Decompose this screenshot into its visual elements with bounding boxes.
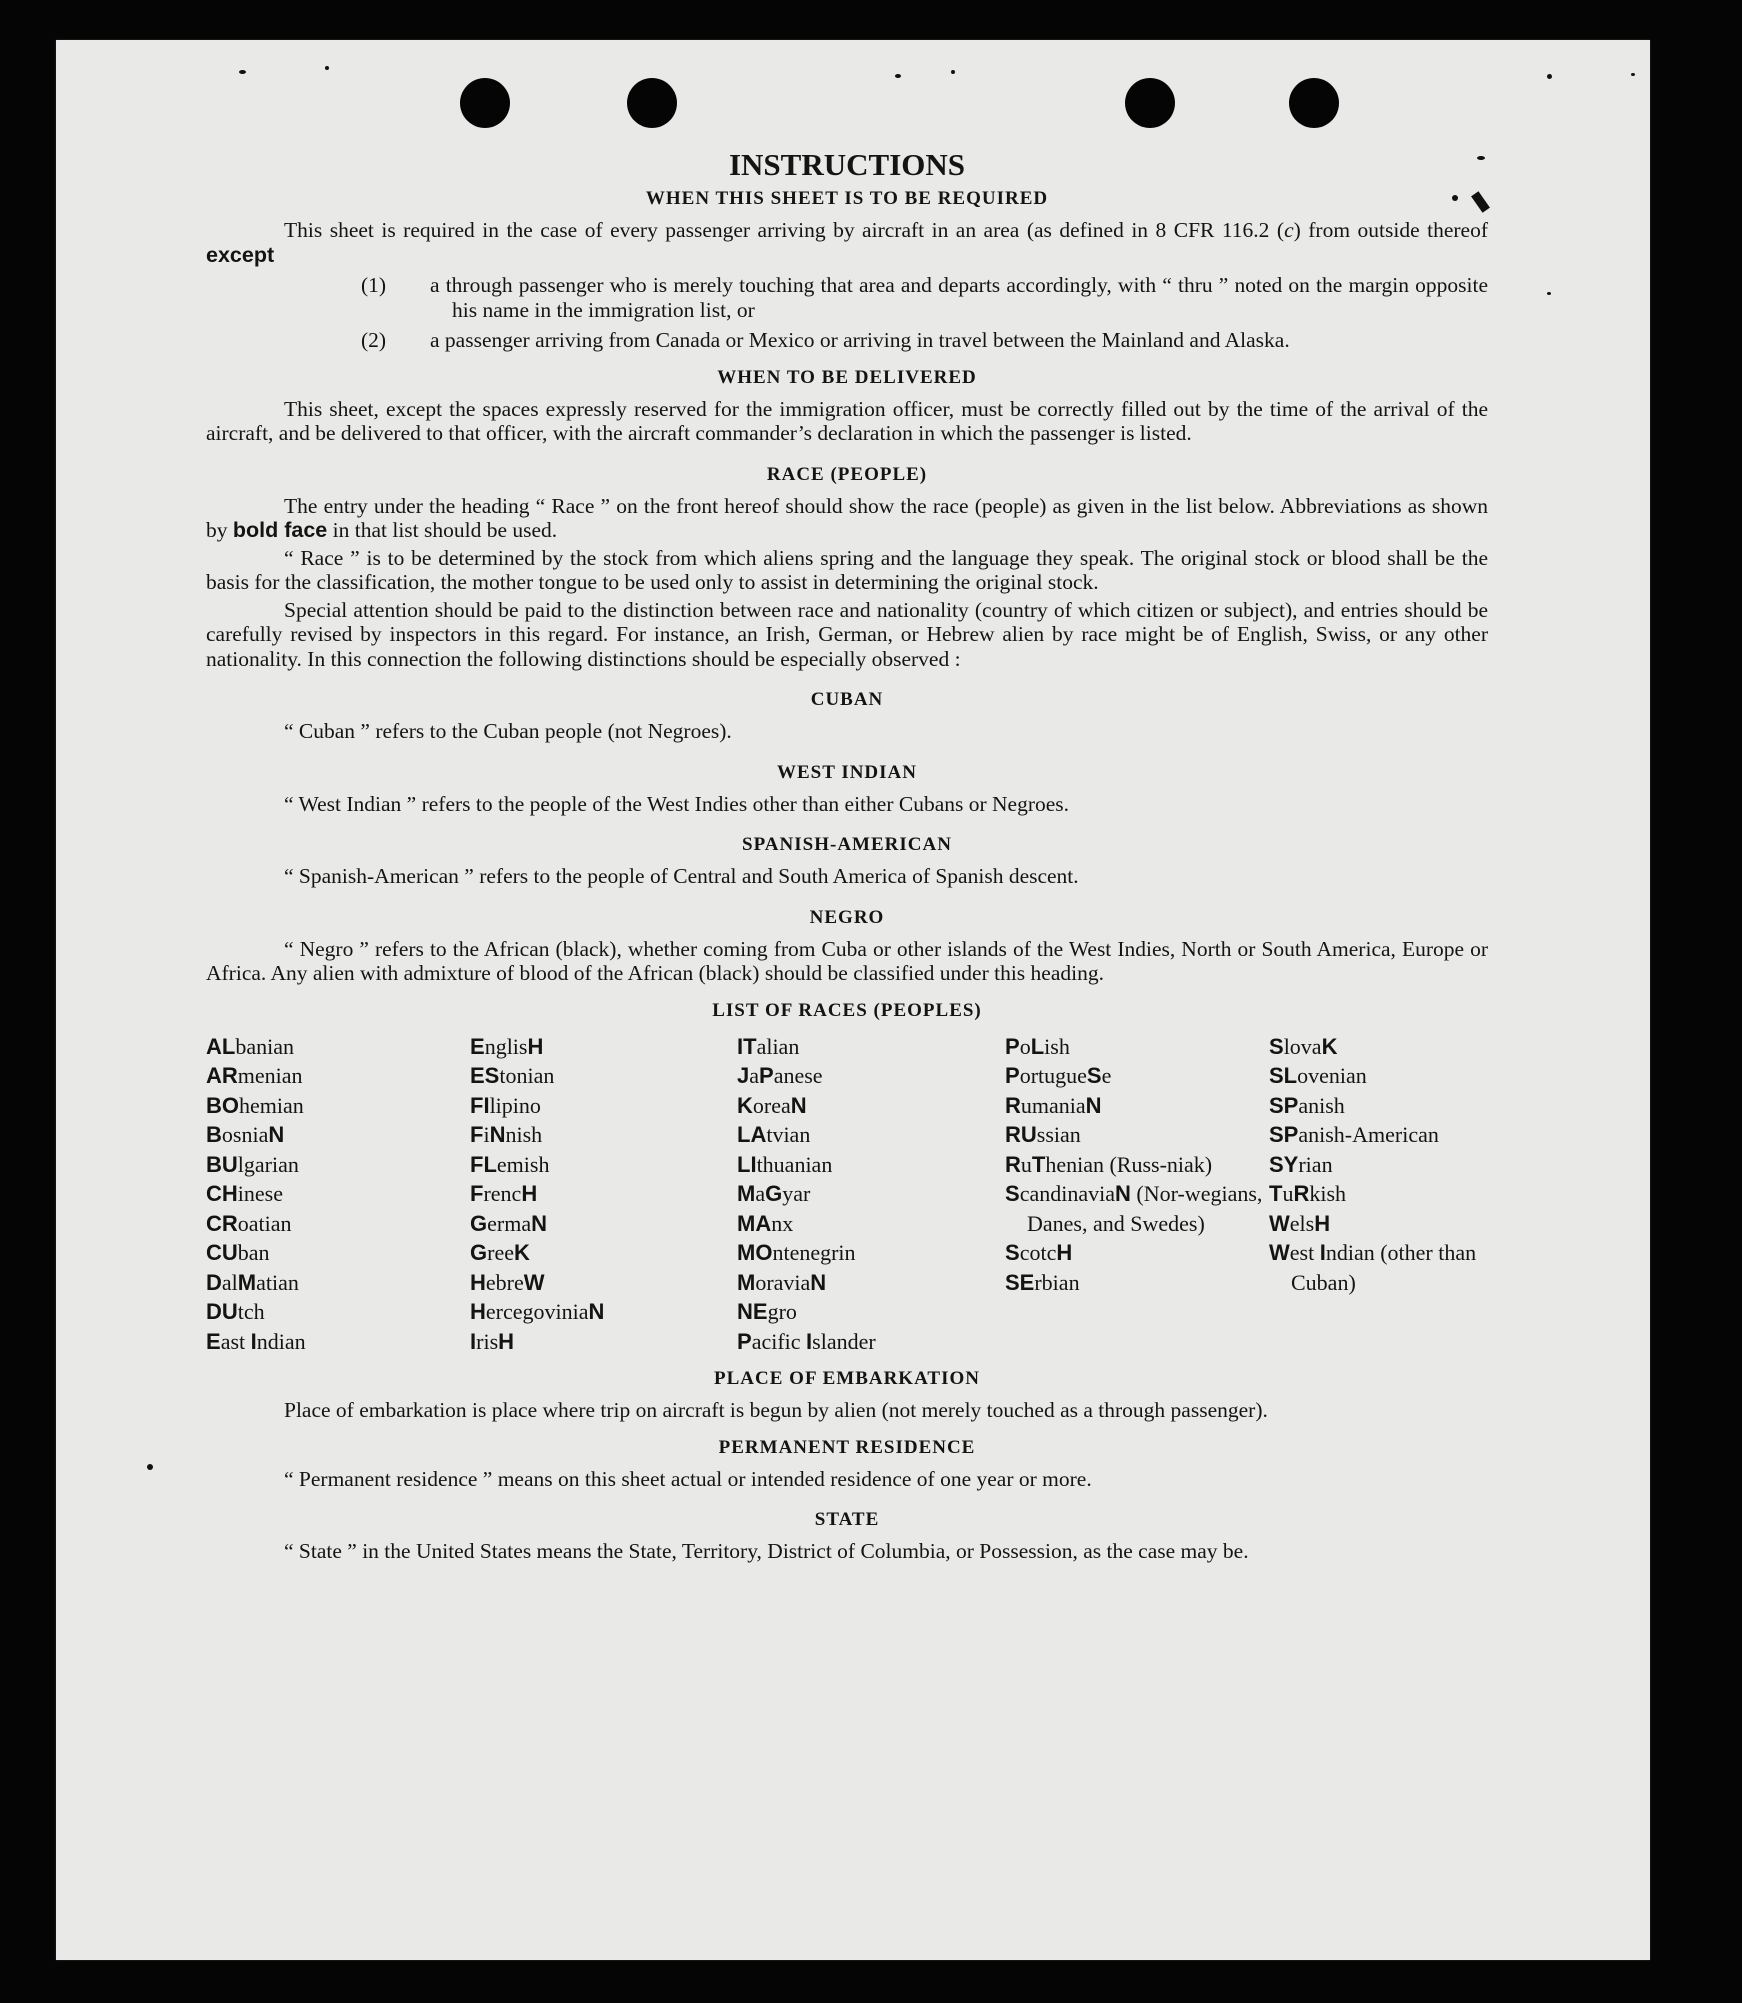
race-entry: SYrian [1269, 1151, 1333, 1177]
race-entry: MOntenegrin [737, 1240, 856, 1265]
section-heading-negro: NEGRO [809, 906, 885, 928]
race-entry: SPanish-American [1269, 1122, 1439, 1147]
paragraph-required: This sheet is required in the case of every passenger arriving by aircraft in an area (as defined in 8 CFR 116.2 (c) from outside thereof except [206, 218, 1488, 267]
paragraph-west-indian: “ West Indian ” refers to the people of the West Indies other than either Cubans or Negroes. [284, 791, 1070, 816]
race-entry: TuRkish [1269, 1181, 1347, 1206]
races-column [1005, 1032, 1269, 1357]
races-column [1269, 1032, 1488, 1357]
race-entry: MaGyar [737, 1181, 811, 1206]
race-entry: Pacific Islander [737, 1328, 876, 1354]
race-entry: RUssian [1005, 1122, 1081, 1147]
race-entry: GermaN [470, 1210, 547, 1236]
race-entry: PortugueSe [1005, 1063, 1112, 1088]
race-entry: ScotcH [1005, 1240, 1073, 1265]
race-entry: BUlgarian [206, 1151, 299, 1177]
paragraph-spanish-american: “ Spanish-American ” refers to the people of Central and South America of Spanish descent. [284, 864, 1079, 888]
race-entry: RuThenian (Russ-niak) [1005, 1151, 1213, 1177]
section-heading-races-list: LIST OF RACES (PEOPLES) [712, 999, 982, 1021]
paragraph-race-3: Special attention should be paid to the distinction between race and nationality (country of which citizen or subject), and entries should be carefully revised by inspectors in this regard. For instance, an Irish, German, or Hebrew alien by race might be of English, Swiss, or any other nationality. In this connection the following distinctions should be especially observed : [206, 597, 1488, 671]
section-heading-embarkation: PLACE OF EMBARKATION [714, 1368, 980, 1389]
race-entry: KoreaN [737, 1092, 807, 1118]
section-heading-required: WHEN THIS SHEET IS TO BE REQUIRED [645, 188, 1049, 209]
paragraph-state: “ State ” in the United States means the State, Territory, District of Columbia, or Possession, as the case may be. [284, 1539, 1249, 1563]
section-heading-cuban: CUBAN [810, 689, 884, 710]
section-heading-west-indian: WEST INDIAN [777, 761, 917, 783]
section-heading-spanish-american: SPANISH-AMERICAN [742, 834, 952, 855]
race-entry: SPanish [1269, 1092, 1345, 1118]
race-entry: NEgro [737, 1299, 797, 1324]
list-item: (1) a through passenger who is merely touching that area and departs accordingly, with “ thru ” noted on the margin opposite his name in the immigration list, or [361, 273, 1488, 322]
race-entry: LIthuanian [737, 1151, 833, 1177]
paragraph-race-1: The entry under the heading “ Race ” on the front hereof should show the race (people) as given in the list below. Abbreviations as shown by bold face in that list should be used. [206, 493, 1488, 542]
race-entry: FiNnish [470, 1122, 543, 1147]
paragraph-negro: “ Negro ” refers to the African (black), whether coming from Cuba or other islands of the West Indies, North or South America, Europe or Africa. Any alien with admixture of blood of the African (black) should be classified under this heading. [206, 936, 1488, 985]
section-heading-state: STATE [814, 1509, 880, 1530]
paragraph-race-2: “ Race ” is to be determined by the stock from which aliens spring and the language they speak. The original stock or blood shall be the basis for the classification, the mother tongue to be used only to assist in determining the original stock. [206, 545, 1488, 594]
race-entry: RumaniaN [1005, 1092, 1102, 1118]
paragraph-delivered: This sheet, except the spaces expressly reserved for the immigration officer, must be correctly filled out by the time of the arrival of the aircraft, and be delivered to that officer, with the aircraft commander’s declaration in which the passenger is listed. [206, 396, 1488, 445]
race-entry: ALbanian [206, 1033, 294, 1059]
race-entry: HercegoviniaN [470, 1299, 605, 1324]
race-entry: CRoatian [206, 1210, 292, 1236]
section-heading-race: RACE (PEOPLE) [766, 463, 928, 485]
race-entry: ARmenian [206, 1063, 303, 1088]
document-sheet [56, 40, 1650, 1960]
race-entry: SlovaK [1269, 1033, 1338, 1059]
race-entry: CHinese [206, 1181, 283, 1206]
race-entry: HebreW [470, 1269, 545, 1295]
race-entry: BOhemian [206, 1092, 304, 1118]
race-entry: West Indian (other than Cuban) [1269, 1240, 1477, 1295]
race-entry: BosniaN [206, 1122, 285, 1147]
race-entry: CUban [206, 1240, 270, 1265]
races-column [206, 1032, 470, 1357]
instructions-content [206, 148, 1488, 1564]
race-entry: SErbian [1005, 1269, 1080, 1295]
race-entry: WelsH [1269, 1210, 1331, 1236]
race-entry: FLemish [470, 1151, 550, 1177]
race-entry: DalMatian [206, 1269, 299, 1295]
page-title: INSTRUCTIONS [728, 147, 965, 182]
races-column [737, 1032, 1005, 1357]
race-entry: MoraviaN [737, 1269, 827, 1295]
race-entry: GreeK [470, 1240, 530, 1265]
race-entry: SLovenian [1269, 1063, 1367, 1088]
race-entry: MAnx [737, 1210, 794, 1236]
race-entry: ScandinaviaN (Nor-wegians, Danes, and Swedes) [1005, 1181, 1263, 1236]
race-entry: DUtch [206, 1299, 265, 1324]
section-heading-residence: PERMANENT RESIDENCE [718, 1436, 976, 1458]
race-entry: FIlipino [470, 1092, 541, 1118]
race-entry: PoLish [1005, 1033, 1070, 1059]
punch-hole [460, 78, 510, 128]
punch-hole [1289, 78, 1339, 128]
race-entry: JaPanese [737, 1063, 823, 1088]
race-entry: IrisH [470, 1328, 515, 1354]
paragraph-cuban: “ Cuban ” refers to the Cuban people (not Negroes). [284, 719, 732, 743]
race-entry: ITalian [737, 1033, 800, 1059]
section-heading-delivered: WHEN TO BE DELIVERED [717, 366, 977, 388]
race-entry: FrencH [470, 1181, 538, 1206]
list-item: (2) a passenger arriving from Canada or Mexico or arriving in travel between the Mainland and Alaska. [361, 328, 1290, 352]
punch-hole [1125, 78, 1175, 128]
race-entry: EStonian [470, 1063, 555, 1088]
punch-hole [627, 78, 677, 128]
race-entry: LAtvian [737, 1122, 811, 1147]
paragraph-residence: “ Permanent residence ” means on this sheet actual or intended residence of one year or more. [284, 1466, 1092, 1491]
race-entry: EnglisH [470, 1033, 544, 1059]
races-column [470, 1032, 737, 1357]
race-entry: East Indian [206, 1328, 306, 1354]
paragraph-embarkation: Place of embarkation is place where trip on aircraft is begun by alien (not merely touched as a through passenger). [284, 1398, 1268, 1422]
races-list [206, 1032, 1488, 1357]
